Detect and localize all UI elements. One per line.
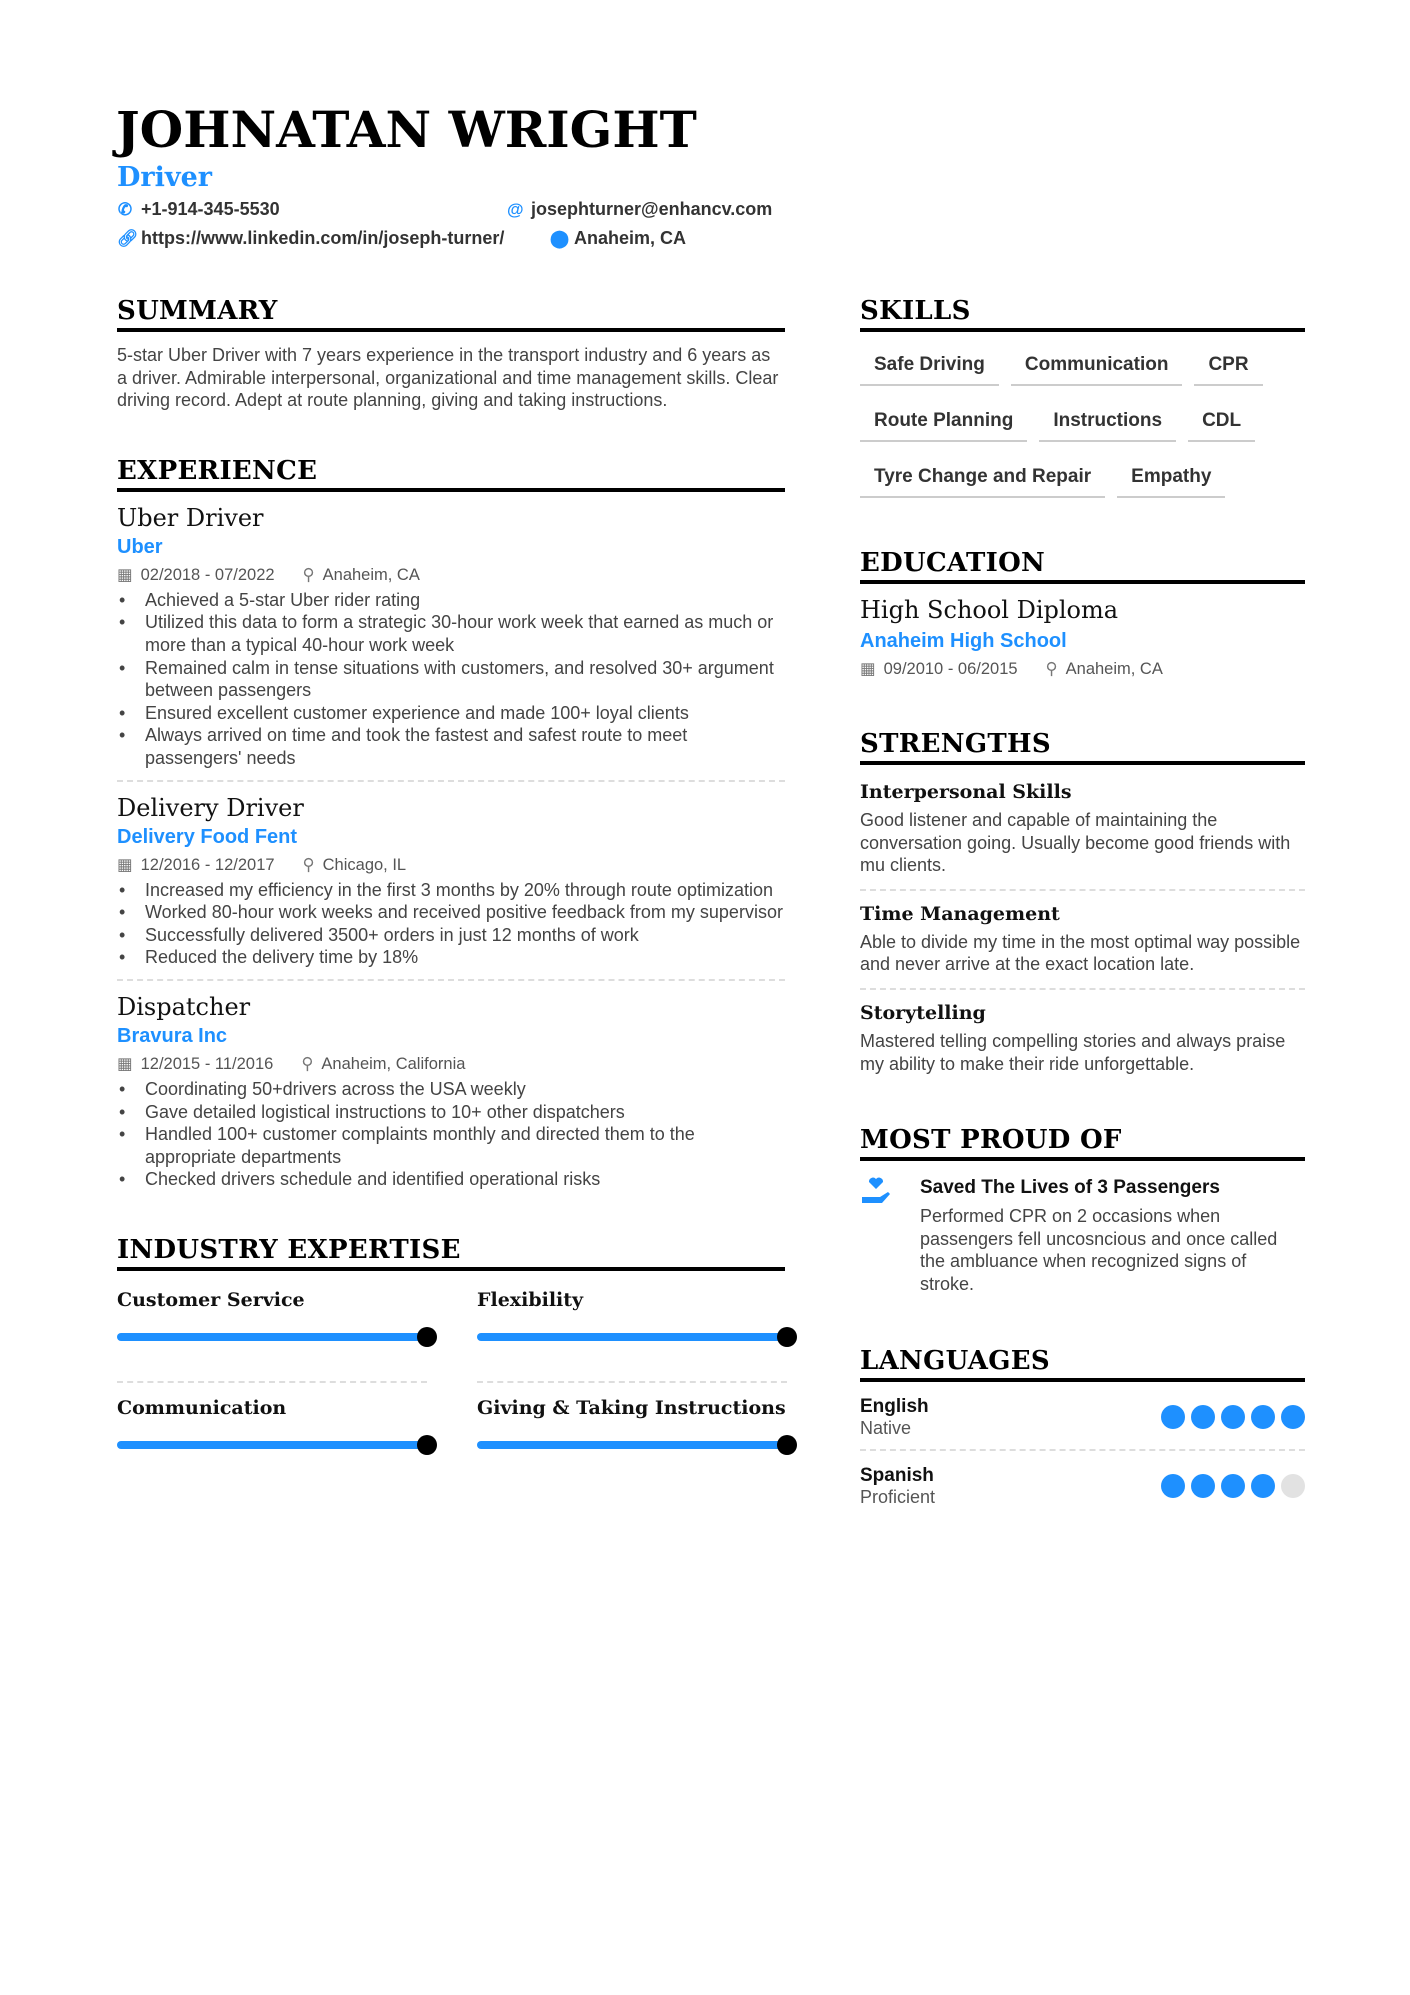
bullet: • Worked 80-hour work weeks and received positive feedback from my supervisor [117, 901, 785, 924]
strength-text: Able to divide my time in the most optimal way possible and never arrive at the exact location late. [860, 931, 1301, 975]
bullet: • Utilized this data to form a strategic 30-hour work week that earned as much or more than a typical 40-hour work week [117, 611, 785, 656]
job-meta [117, 565, 785, 585]
skill-tag: CPR [1194, 348, 1262, 386]
bullet: • Remained calm in tense situations with customers, and resolved 30+ argument between passengers [117, 657, 785, 702]
strength-item [860, 781, 1305, 877]
location-wrap [303, 855, 407, 875]
phone-icon: ✆ [117, 199, 133, 219]
email-text[interactable]: josephturner@enhancv.com [531, 199, 773, 219]
rating-dot [1221, 1405, 1245, 1429]
skill-tag: Tyre Change and Repair [860, 460, 1105, 498]
company-name: Delivery Food Fent [117, 825, 298, 848]
expertise-level-bar [477, 1333, 787, 1341]
language-level: Proficient [860, 1486, 936, 1507]
bullet: • Achieved a 5-star Uber rider rating [117, 589, 785, 612]
job-location: Chicago, IL [322, 855, 407, 874]
dates-wrap [117, 565, 275, 585]
candidate-role: Driver [117, 162, 212, 193]
strength-title: Interpersonal Skills [860, 781, 1072, 803]
language-level: Native [860, 1417, 912, 1438]
location-text: Anaheim, CA [574, 228, 687, 248]
language-name: English [860, 1395, 929, 1417]
language-rating [1161, 1474, 1305, 1498]
bullet: • Checked drivers schedule and identified operational risks [117, 1168, 785, 1191]
job-title: Uber Driver [117, 503, 264, 532]
bullet: • Successfully delivered 3500+ orders in just 12 months of work [117, 924, 785, 947]
skill-tag: Empathy [1117, 460, 1225, 498]
job-bullets [117, 879, 785, 969]
left-column [117, 296, 785, 1473]
level-knob [417, 1327, 437, 1347]
phone-text: +1-914-345-5530 [141, 199, 280, 219]
job-entry [117, 993, 785, 1191]
skill-tag: Communication [1011, 348, 1183, 386]
skill-tag: Instructions [1039, 404, 1176, 442]
divider [117, 1381, 427, 1383]
expertise-name: Communication [117, 1396, 287, 1419]
rating-dot [1161, 1405, 1185, 1429]
divider [477, 1381, 787, 1383]
company-name: Bravura Inc [117, 1024, 228, 1047]
heart-hand-icon [860, 1177, 892, 1295]
skill-tag: CDL [1188, 404, 1255, 442]
expertise-name: Giving & Taking Instructions [477, 1396, 786, 1419]
job-entry [117, 794, 785, 981]
expertise-level-bar [117, 1333, 427, 1341]
email[interactable] [507, 199, 772, 220]
job-dates: 12/2015 - 11/2016 [140, 1054, 274, 1073]
skill-tag: Route Planning [860, 404, 1027, 442]
most-proud-of-section [860, 1125, 1305, 1295]
expertise-item [477, 1289, 797, 1381]
section-heading: STRENGTHS [860, 729, 1305, 765]
rating-dot [1191, 1405, 1215, 1429]
skill-tag: Safe Driving [860, 348, 999, 386]
level-knob [777, 1435, 797, 1455]
job-bullets [117, 589, 785, 770]
expertise-item [477, 1381, 797, 1473]
summary-section [117, 296, 785, 412]
bullet: • Gave detailed logistical instructions to 10+ other dispatchers [117, 1101, 785, 1124]
rating-dot [1281, 1405, 1305, 1429]
linkedin[interactable] [117, 228, 504, 249]
expertise-item [117, 1289, 437, 1381]
dates: 09/2010 - 06/2015 [883, 660, 1018, 678]
bullet: • Increased my efficiency in the first 3 months by 20% through route optimization [117, 879, 785, 902]
languages-section [860, 1346, 1305, 1518]
bullet: • Handled 100+ customer complaints monthly and directed them to the appropriate departments [117, 1123, 785, 1168]
rating-dot [1191, 1474, 1215, 1498]
job-title: Delivery Driver [117, 793, 304, 822]
rating-dot [1161, 1474, 1185, 1498]
location-pin-icon: ⚲ [302, 855, 315, 874]
section-heading: SKILLS [860, 296, 1305, 332]
education-section [860, 548, 1305, 679]
rating-dot [1281, 1474, 1305, 1498]
divider [117, 780, 785, 782]
strength-item [860, 889, 1305, 976]
location-pin-icon: ⚲ [302, 565, 315, 584]
language-name: Spanish [860, 1464, 934, 1486]
divider [117, 979, 785, 981]
strength-title: Time Management [860, 902, 1060, 925]
job-meta [117, 855, 785, 875]
link-icon: 🔗︎ [117, 228, 139, 248]
job-bullets [117, 1078, 785, 1191]
language-info [860, 1465, 935, 1508]
calendar-icon: ▦ [117, 565, 133, 584]
strengths-section [860, 729, 1305, 1075]
skills-section [860, 296, 1305, 498]
section-heading: SUMMARY [117, 296, 785, 332]
linkedin-text[interactable]: https://www.linkedin.com/in/joseph-turner/ [141, 228, 505, 248]
section-heading: EDUCATION [860, 548, 1305, 584]
expertise-name: Flexibility [477, 1288, 584, 1311]
right-column [860, 296, 1305, 1518]
bullet: • Always arrived on time and took the fastest and safest route to meet passengers' needs [117, 724, 785, 769]
rating-dot [1251, 1474, 1275, 1498]
phone [117, 199, 280, 220]
achievement-text: Performed CPR on 2 occasions when passengers fell uncosncious and once called the ambluance when recognized signs of stroke. [920, 1206, 1278, 1294]
job-dates: 12/2016 - 12/2017 [140, 855, 275, 874]
strength-title: Storytelling [860, 1001, 986, 1024]
language-info [860, 1396, 929, 1439]
calendar-icon: ▦ [860, 660, 876, 678]
strength-text: Good listener and capable of maintaining the conversation going. Usually become good friends with mu clients. [860, 810, 1291, 876]
industry-expertise-section [117, 1235, 785, 1473]
bullet: • Ensured excellent customer experience and made 100+ loyal clients [117, 702, 785, 725]
location-pin-icon: ⬤ [550, 228, 570, 248]
section-heading: EXPERIENCE [117, 456, 785, 492]
summary-text: 5-star Uber Driver with 7 years experience in the transport industry and 6 years as a driver. Admirable interpersonal, organizational and time management skills. Clear driving record. Adept at route planning, giving and taking instructions. [117, 345, 779, 411]
expertise-name: Customer Service [117, 1288, 305, 1311]
language-rating [1161, 1405, 1305, 1429]
level-knob [777, 1327, 797, 1347]
location: Anaheim, CA [1065, 660, 1163, 678]
calendar-icon: ▦ [117, 855, 133, 874]
job-location: Anaheim, California [321, 1054, 466, 1073]
job-title: Dispatcher [117, 992, 251, 1021]
dates-wrap [117, 855, 275, 875]
strength-item [860, 988, 1305, 1075]
section-heading: INDUSTRY EXPERTISE [117, 1235, 785, 1271]
section-heading: MOST PROUD OF [860, 1125, 1305, 1161]
location [550, 228, 686, 249]
company-name: Uber [117, 535, 163, 558]
achievement-title: Saved The Lives of 3 Passengers [920, 1177, 1220, 1199]
language-item [860, 1382, 1305, 1449]
experience-section [117, 456, 785, 1191]
location-pin-icon: ⚲ [1045, 660, 1058, 678]
bullet: • Reduced the delivery time by 18% [117, 946, 785, 969]
location-wrap [301, 1054, 465, 1074]
job-entry [117, 504, 785, 782]
level-knob [417, 1435, 437, 1455]
school: Anaheim High School [860, 630, 1067, 652]
candidate-name: JOHNATAN WRIGHT [116, 100, 697, 159]
section-heading: LANGUAGES [860, 1346, 1305, 1382]
rating-dot [1251, 1405, 1275, 1429]
expertise-level-bar [117, 1441, 427, 1449]
achievement [860, 1177, 1305, 1295]
dates-wrap [117, 1054, 273, 1074]
location-pin-icon: ⚲ [301, 1054, 314, 1073]
job-location: Anaheim, CA [322, 565, 420, 584]
degree: High School Diploma [860, 596, 1119, 624]
location-wrap [303, 565, 420, 585]
rating-dot [1221, 1474, 1245, 1498]
job-meta [117, 1054, 785, 1074]
education-meta [860, 659, 1305, 679]
expertise-level-bar [477, 1441, 787, 1449]
at-icon: @ [507, 199, 524, 219]
expertise-item [117, 1381, 437, 1473]
calendar-icon: ▦ [117, 1054, 133, 1073]
bullet: • Coordinating 50+drivers across the USA weekly [117, 1078, 785, 1101]
job-dates: 02/2018 - 07/2022 [140, 565, 275, 584]
language-item [860, 1449, 1305, 1518]
strength-text: Mastered telling compelling stories and always praise my ability to make their ride unforgettable. [860, 1030, 1286, 1074]
